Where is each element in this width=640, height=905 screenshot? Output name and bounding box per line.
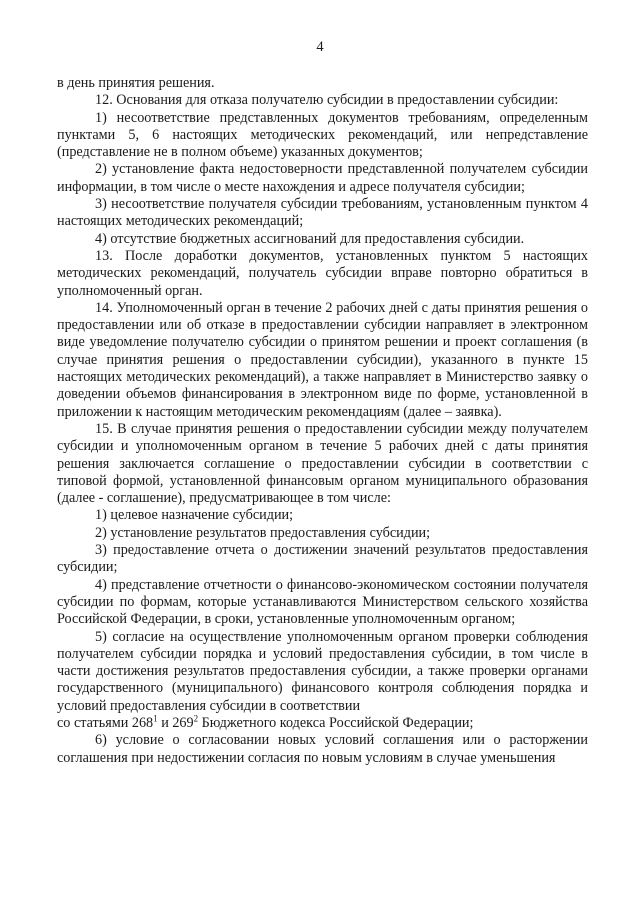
paragraph-item-12: 12. Основания для отказа получателю субсидии в предоставлении субсидии: [95,92,559,109]
citation-middle: и 269 [157,714,194,731]
paragraph-15-sub-3: 3) предоставление отчета о достижении значений результатов предоставления субсидии; [57,542,588,576]
paragraph-15-sub-6: 6) условие о согласовании новых условий соглашения или о расторжении соглашения при недостижении согласия по новым условиям в случае уменьшения [57,732,588,766]
paragraph-continuation: в день принятия решения. [57,75,215,91]
paragraph-12-sub-3: 3) несоответствие получателя субсидии требованиям, установленным пунктом 4 настоящих методических рекомендаций; [57,196,588,230]
page-number: 4 [316,39,324,55]
paragraph-12-sub-4: 4) отсутствие бюджетных ассигнований для предоставления субсидии. [95,230,525,247]
citation-superscript-2: 2 [193,713,199,724]
paragraph-15-sub-5: 5) согласие на осуществление уполномоченным органом проверки соблюдения получателем субсидии порядка и условий предоставления субсидии, в том числе в части достижения результатов предоставления субсидии, а также проверки органами государственного (муниципального) финансового контроля соблюдения порядка и условий предоставления субсидии в соответствии [57,628,588,714]
citation-superscript-1: 1 [153,713,158,724]
document-body [57,75,588,767]
paragraph-15-sub-2: 2) установление результатов предоставления субсидии; [95,524,431,541]
paragraph-15-sub-1: 1) целевое назначение субсидии; [95,507,294,524]
citation-suffix: Бюджетного кодекса Российской Федерации; [198,714,474,731]
paragraph-12-sub-2: 2) установление факта недостоверности представленной получателем субсидии информации, в том числе о месте нахождения и адресе получателя субсидии; [57,161,588,195]
paragraph-item-14: 14. Уполномоченный орган в течение 2 рабочих дней с даты принятия решения о предоставлении или об отказе в предоставлении субсидии направляет в электронном виде уведомление получателю субсидии о принятом решении и проект соглашения (в случае принятия решения о предоставлении субсидии), указанного в пункте 15 настоящих методических рекомендаций), а также направляет в Министерство заявку о доведении объемов финансирования в электронном виде по форме, установленной в приложении к настоящим методическим рекомендациям (далее – заявка). [57,299,588,420]
citation-line [57,715,588,732]
paragraph-12-sub-1: 1) несоответствие представленных документов требованиям, определенным пунктами 5, 6 настоящих методических рекомендаций, или непредставление (представление не в полном объеме) указанных документов; [57,109,588,161]
paragraph-item-15: 15. В случае принятия решения о предоставлении субсидии между получателем субсидии и уполномоченным органом в течение 5 рабочих дней с даты принятия решения заключается соглашение о предоставлении субсидии в соответствии с типовой формой, установленной финансовым органом муниципального образования (далее - соглашение), предусматривающее в том числе: [57,420,588,507]
paragraph-15-sub-4: 4) представление отчетности о финансово-экономическом состоянии получателя субсидии по формам, которые устанавливаются Министерством сельского хозяйства Российской Федерации, в сроки, установленные уполномоченным органом; [57,576,588,628]
paragraph-item-13: 13. После доработки документов, установленных пунктом 5 настоящих методических рекомендаций, получатель субсидии вправе повторно обратиться в уполномоченный орган. [57,247,588,299]
citation-prefix: со статьями 268 [57,714,154,731]
